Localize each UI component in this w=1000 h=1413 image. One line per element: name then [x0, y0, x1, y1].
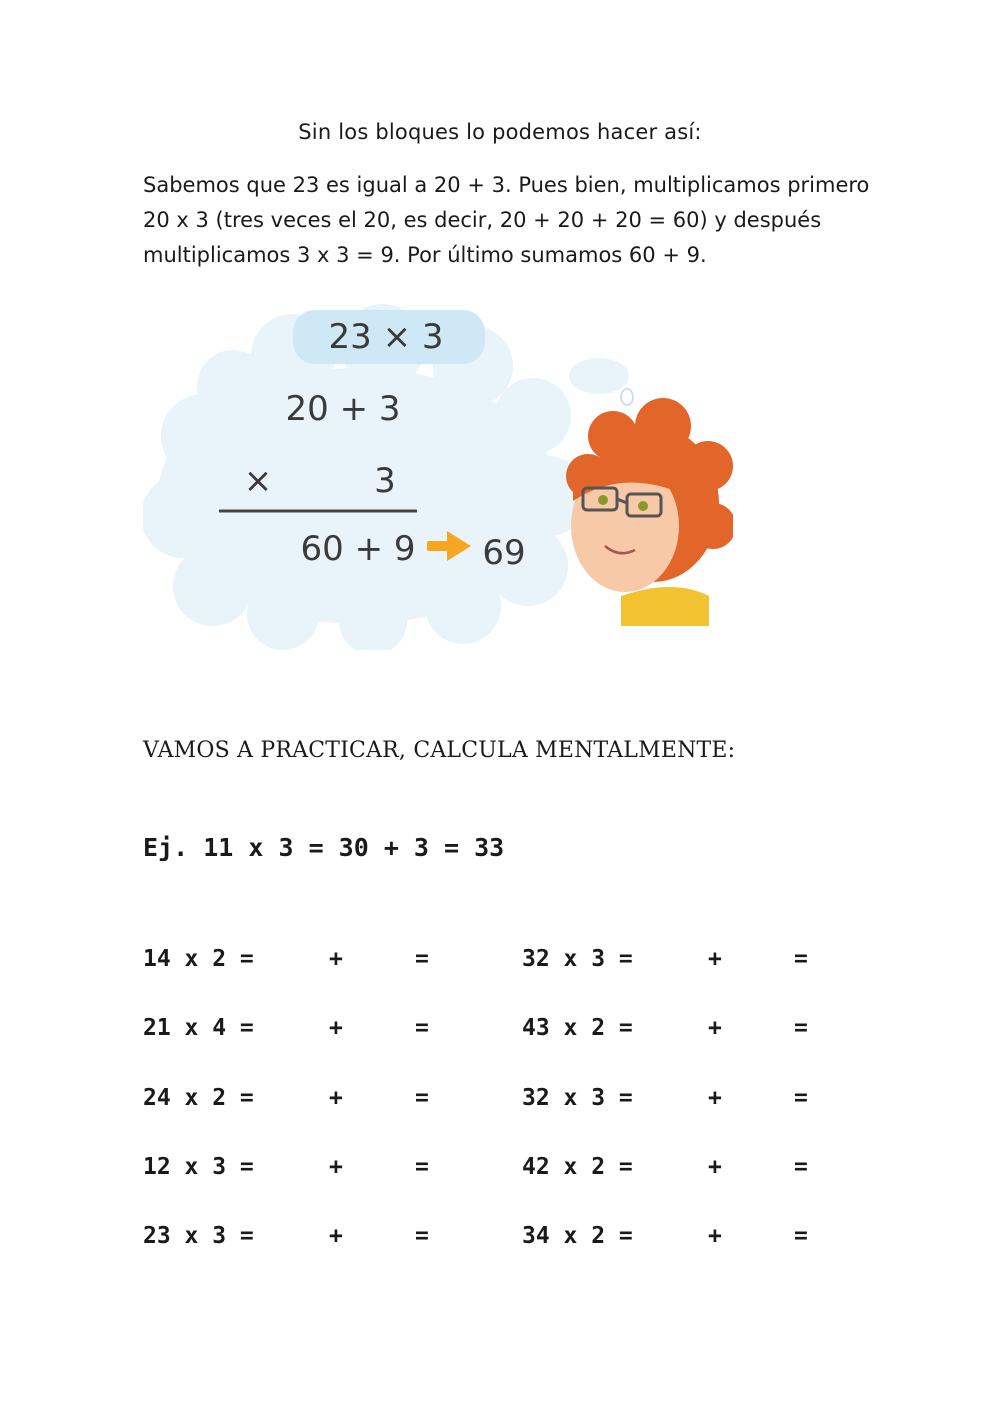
subtitle: Sin los bloques lo podemos hacer así:: [298, 120, 702, 144]
exercise-operation: 34 x 2 =: [522, 1223, 633, 1249]
equals-sign: =: [415, 946, 429, 972]
exercise-row: [143, 1085, 429, 1115]
header-text: 23 × 3: [328, 317, 444, 357]
exercise-operation: 32 x 3 =: [522, 946, 633, 972]
plus-sign: +: [329, 1085, 343, 1111]
exercise-operation: 14 x 2 =: [143, 946, 254, 972]
plus-sign: +: [329, 1223, 343, 1249]
example-line: Ej. 11 x 3 = 30 + 3 = 33: [143, 833, 505, 862]
exercise-operation: 32 x 3 =: [522, 1085, 633, 1111]
equals-sign: =: [794, 1085, 808, 1111]
times-sign: ×: [243, 461, 273, 501]
exercise-row: [522, 1015, 808, 1045]
plus-sign: +: [708, 1085, 722, 1111]
exercise-operation: 21 x 4 =: [143, 1015, 254, 1041]
equals-sign: =: [794, 1154, 808, 1180]
multiplier-text: 3: [374, 461, 396, 501]
partial-sum-text: 60 + 9: [300, 529, 416, 569]
equals-sign: =: [415, 1223, 429, 1249]
equals-sign: =: [794, 946, 808, 972]
exercise-row: [143, 946, 429, 976]
exercise-row: [522, 1154, 808, 1184]
exercise-row: [522, 946, 808, 976]
practice-heading: VAMOS A PRACTICAR, CALCULA MENTALMENTE:: [143, 738, 736, 763]
boy-character-icon: [566, 398, 733, 626]
result-text: 69: [482, 533, 526, 573]
thought-cloud-illustration: [143, 296, 733, 650]
plus-sign: +: [708, 1015, 722, 1041]
exercise-operation: 42 x 2 =: [522, 1154, 633, 1180]
line1-text: 20 + 3: [285, 389, 401, 429]
thought-bubbles: [569, 358, 633, 405]
equals-sign: =: [415, 1154, 429, 1180]
plus-sign: +: [708, 1223, 722, 1249]
exercise-operation: 43 x 2 =: [522, 1015, 633, 1041]
plus-sign: +: [329, 1015, 343, 1041]
exercise-operation: 12 x 3 =: [143, 1154, 254, 1180]
exercise-operation: 23 x 3 =: [143, 1223, 254, 1249]
plus-sign: +: [329, 946, 343, 972]
equals-sign: =: [794, 1015, 808, 1041]
plus-sign: +: [329, 1154, 343, 1180]
exercise-row: [522, 1085, 808, 1115]
plus-sign: +: [708, 946, 722, 972]
exercise-row: [143, 1223, 429, 1253]
equals-sign: =: [415, 1015, 429, 1041]
exercise-row: [143, 1154, 429, 1184]
exercise-operation: 24 x 2 =: [143, 1085, 254, 1111]
illustration: [143, 296, 733, 650]
equals-sign: =: [415, 1085, 429, 1111]
equals-sign: =: [794, 1223, 808, 1249]
exercise-row: [522, 1223, 808, 1253]
exercise-row: [143, 1015, 429, 1045]
explanation-paragraph: Sabemos que 23 es igual a 20 + 3. Pues bien, multiplicamos primero 20 x 3 (tres veces el 20, es decir, 20 + 20 + 20 = 60) y después multiplicamos 3 x 3 = 9. Por último sumamos 60 + 9.: [143, 173, 870, 267]
plus-sign: +: [708, 1154, 722, 1180]
